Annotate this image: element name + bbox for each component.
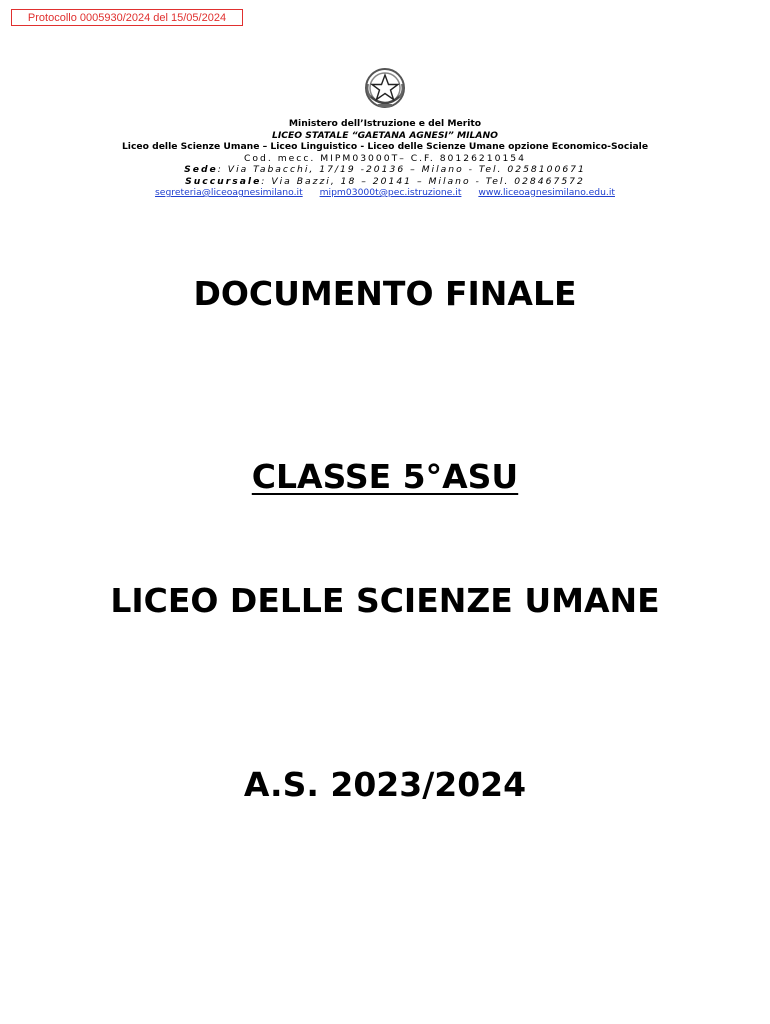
contact-links bbox=[0, 187, 770, 199]
pec-link[interactable]: mipm03000t@pec.istruzione.it bbox=[319, 187, 462, 198]
class-title bbox=[0, 457, 770, 496]
protocol-stamp: Protocollo 0005930/2024 del 15/05/2024 bbox=[11, 9, 243, 26]
italian-republic-emblem-icon bbox=[362, 66, 408, 112]
school-courses: Liceo delle Scienze Umane – Liceo Linguistico - Liceo delle Scienze Umane opzione Economico-Sociale bbox=[121, 141, 649, 152]
sede-address: : Via Tabacchi, 17/19 -20136 – Milano - Tel. 0258100671 bbox=[217, 164, 586, 175]
course-title: LICEO DELLE SCIENZE UMANE bbox=[110, 581, 660, 620]
website-link[interactable]: www.liceoagnesimilano.edu.it bbox=[478, 187, 615, 198]
email-link[interactable]: segreteria@liceoagnesimilano.it bbox=[155, 187, 303, 198]
class-title-text: CLASSE 5°ASU bbox=[251, 457, 519, 496]
school-year-title: A.S. 2023/2024 bbox=[243, 765, 527, 804]
succursale-label: Succursale bbox=[185, 175, 262, 187]
school-name: LICEO STATALE “GAETANA AGNESI” MILANO bbox=[272, 129, 498, 141]
ministry-name: Ministero dell’Istruzione e del Merito bbox=[288, 118, 482, 129]
school-codes: Cod. mecc. MIPM03000T– C.F. 80126210154 bbox=[244, 152, 526, 164]
school-succursale bbox=[0, 176, 770, 188]
document-title: DOCUMENTO FINALE bbox=[193, 274, 577, 313]
succursale-address: : Via Bazzi, 18 – 20141 – Milano - Tel. 028467572 bbox=[261, 175, 585, 187]
school-sede bbox=[0, 164, 770, 176]
sede-label: Sede bbox=[184, 164, 218, 175]
school-letterhead bbox=[0, 118, 770, 199]
